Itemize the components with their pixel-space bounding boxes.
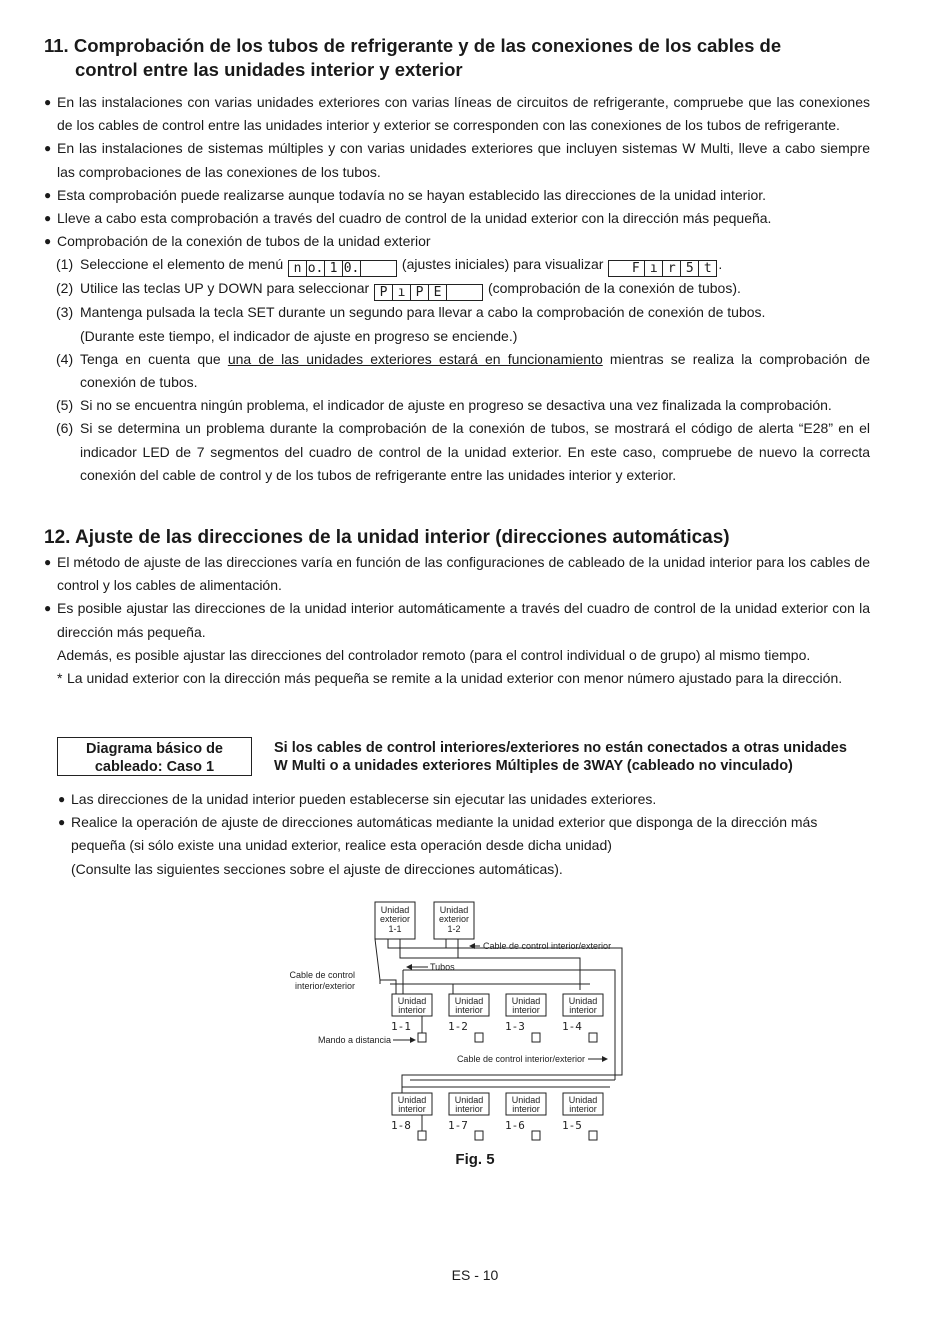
label-cable-top: Cable de control interior/exterior — [483, 941, 612, 951]
step-text: Seleccione el elemento de menú — [80, 256, 284, 273]
indoor-unit-id: 1-3 — [505, 1020, 525, 1033]
step-text: Utilice las teclas UP y DOWN para seleccionar — [80, 280, 370, 297]
indoor-unit-label: Unidad — [397, 996, 427, 1006]
step-text: (Durante este tiempo, el indicador de ajuste en progreso se enciende.) — [80, 327, 518, 344]
case-desc-line: Si los cables de control interiores/exteriores no están conectados a otras unidades — [274, 740, 847, 756]
step-text: (ajustes iniciales) para visualizar — [401, 256, 604, 273]
indoor-unit-label: interior — [398, 1005, 426, 1015]
outdoor-unit-label: exterior — [438, 914, 470, 924]
step-text: Si no se encuentra ningún problema, el indicador de ajuste en progreso se desactiva una vez finalizada la comprobación. — [80, 397, 832, 414]
outdoor-unit-label: exterior — [379, 914, 411, 924]
remote-controller-icon — [418, 1131, 426, 1140]
label-tubes: Tubos — [430, 962, 455, 972]
step-3 — [44, 301, 870, 347]
indoor-unit-label: interior — [398, 1104, 426, 1114]
wiring-case-description — [274, 740, 894, 775]
bullet-item: ● En las instalaciones con varias unidades exteriores con varias líneas de circuitos de refrigerante, compruebe que las conexiones de los cables de control entre las unidades interior y exterior se corresponden con las conexiones de los tubos de refrigerante. — [44, 91, 870, 137]
indoor-unit-label: interior — [512, 1005, 540, 1015]
step-1 — [44, 253, 870, 277]
case-body — [58, 788, 870, 881]
step-number: (3) — [56, 304, 74, 321]
step-2 — [44, 277, 870, 301]
remote-controller-icon — [532, 1033, 540, 1042]
step-4 — [44, 348, 870, 394]
bullet-item: ● Esta comprobación puede realizarse aunque todavía no se hayan establecido las direcciones de la unidad interior. — [44, 184, 870, 207]
bullet-item: ● El método de ajuste de las direcciones varía en función de las configuraciones de cableado de la unidad interior para los cables de control y los cables de alimentación. — [44, 551, 870, 597]
step-text: Si se determina un problema durante la comprobación de la conexión de tubos, se mostrará el código de alerta “E28” en el indicador LED de 7 segmentos del cuadro de control de la unidad exterior. En este caso, compruebe de nuevo la correcta conexión del cable de control y de los tubos de refrigerante entre las unidades interior y exterior. — [80, 420, 870, 483]
seven-segment-display: n o. 1 0. — [288, 260, 397, 277]
bullet-item: ● Las direcciones de la unidad interior pueden establecerse sin ejecutar las unidades exteriores. — [58, 788, 870, 811]
control-cable-line — [375, 939, 396, 990]
bullet-item: ● Comprobación de la conexión de tubos de la unidad exterior — [44, 230, 870, 253]
step-text: Mantenga pulsada la tecla SET durante un segundo para llevar a cabo la comprobación de conexión de tubos. — [80, 304, 766, 321]
indoor-unit-label: Unidad — [568, 1095, 598, 1105]
step-text: Tenga en cuenta que — [80, 350, 221, 367]
remote-controller-icon — [589, 1131, 597, 1140]
indoor-unit-id: 1-5 — [562, 1119, 582, 1132]
indoor-unit-label: Unidad — [454, 1095, 484, 1105]
section-11-heading-line1: 11. Comprobación de los tubos de refrigerante y de las conexiones de los cables de — [44, 35, 782, 56]
indoor-unit-label: Unidad — [568, 996, 598, 1006]
case-box-line: cableado: Caso 1 — [94, 759, 215, 775]
indoor-unit-id: 1-4 — [562, 1020, 582, 1033]
section-11-heading — [44, 34, 894, 82]
tubes-line — [585, 970, 615, 1080]
bullet-item: ● Lleve a cabo esta comprobación a través del cuadro de control de la unidad exterior con la dirección más pequeña. — [44, 207, 870, 230]
step-number: (1) — [56, 256, 74, 273]
indoor-unit-id: 1-2 — [448, 1020, 468, 1033]
remote-controller-icon — [418, 1033, 426, 1042]
section-11-heading-line2: control entre las unidades interior y exterior — [75, 59, 463, 80]
step-text: mientras se realiza la comprobación de conexión de tubos. — [80, 350, 870, 391]
label-cable-mid: Cable de control interior/exterior — [456, 1054, 585, 1064]
wiring-case-box — [57, 737, 252, 776]
section-12-heading: 12. Ajuste de las direcciones de la unidad interior (direcciones automáticas) — [44, 527, 730, 548]
label-cable-left: Cable de control — [289, 970, 355, 980]
seven-segment-display: F ı r 5 t — [608, 260, 717, 277]
wiring-diagram — [270, 890, 650, 1150]
indoor-unit-id: 1-1 — [391, 1020, 411, 1033]
indoor-unit-label: interior — [569, 1104, 597, 1114]
indoor-unit-label: interior — [455, 1005, 483, 1015]
outdoor-unit-label: Unidad — [439, 905, 469, 915]
footnote — [44, 667, 870, 690]
remote-controller-icon — [475, 1131, 483, 1140]
remote-controller-icon — [589, 1033, 597, 1042]
step-text: . — [718, 256, 723, 273]
label-cable-left: interior/exterior — [294, 981, 355, 991]
bullet-item: ● En las instalaciones de sistemas múltiples y con varias unidades exteriores que incluyen sistemas W Multi, lleve a cabo siempre las comprobaciones de las conexiones de los tubos. — [44, 137, 870, 183]
indoor-unit-label: Unidad — [397, 1095, 427, 1105]
bullet-item: ● Es posible ajustar las direcciones de la unidad interior automáticamente a través del cuadro de control de la unidad exterior con la dirección más pequeña. — [44, 597, 870, 643]
remote-controller-icon — [475, 1033, 483, 1042]
underlined-warning: una de las unidades exteriores estará en funcionamiento — [227, 350, 603, 367]
paragraph: (Consulte las siguientes secciones sobre el ajuste de direcciones automáticas). — [71, 860, 563, 877]
indoor-unit-label: interior — [512, 1104, 540, 1114]
section-11-body — [44, 91, 870, 487]
page-number: ES - 10 — [451, 1267, 499, 1283]
indoor-row-1 — [391, 994, 603, 1042]
step-number: (2) — [56, 280, 74, 297]
indoor-unit-label: Unidad — [511, 996, 541, 1006]
remote-controller-icon — [532, 1131, 540, 1140]
indoor-unit-id: 1-6 — [505, 1119, 525, 1132]
outdoor-unit-label: 1-1 — [388, 924, 402, 934]
step-5 — [44, 394, 870, 417]
step-number: (5) — [56, 397, 74, 414]
step-6 — [44, 417, 870, 487]
figure-caption: Fig. 5 — [455, 1151, 495, 1168]
step-number: (6) — [56, 420, 74, 437]
indoor-unit-label: interior — [455, 1104, 483, 1114]
section-12-body — [44, 551, 870, 690]
case-box-line: Diagrama básico de — [86, 741, 223, 757]
indoor-unit-label: Unidad — [511, 1095, 541, 1105]
indoor-unit-label: interior — [569, 1005, 597, 1015]
indoor-unit-id: 1-8 — [391, 1119, 411, 1132]
outdoor-unit-label: 1-2 — [447, 924, 461, 934]
footnote-text: La unidad exterior con la dirección más pequeña se remite a la unidad exterior con menor número ajustado para la dirección. — [67, 670, 843, 687]
case-desc-line: W Multi o a unidades exteriores Múltiples de 3WAY (cableado no vinculado) — [274, 757, 793, 774]
outdoor-unit-label: Unidad — [380, 905, 410, 915]
indoor-unit-label: Unidad — [454, 996, 484, 1006]
bullet-item: ● Realice la operación de ajuste de direcciones automáticas mediante la unidad exterior que disponga de la dirección más pequeña (si sólo existe una unidad exterior, realice esta operación desde dicha unidad) — [58, 811, 870, 857]
indoor-unit-id: 1-7 — [448, 1119, 468, 1132]
step-text: (comprobación de la conexión de tubos). — [487, 280, 741, 297]
paragraph: Además, es posible ajustar las direcciones del controlador remoto (para el control individual o de grupo) al mismo tiempo. — [57, 646, 811, 663]
footnote-star: * — [57, 670, 63, 687]
step-number: (4) — [56, 350, 74, 367]
label-remote: Mando a distancia — [317, 1035, 391, 1045]
indoor-row-2 — [391, 1093, 603, 1140]
seven-segment-display: P ı P E — [374, 284, 483, 301]
